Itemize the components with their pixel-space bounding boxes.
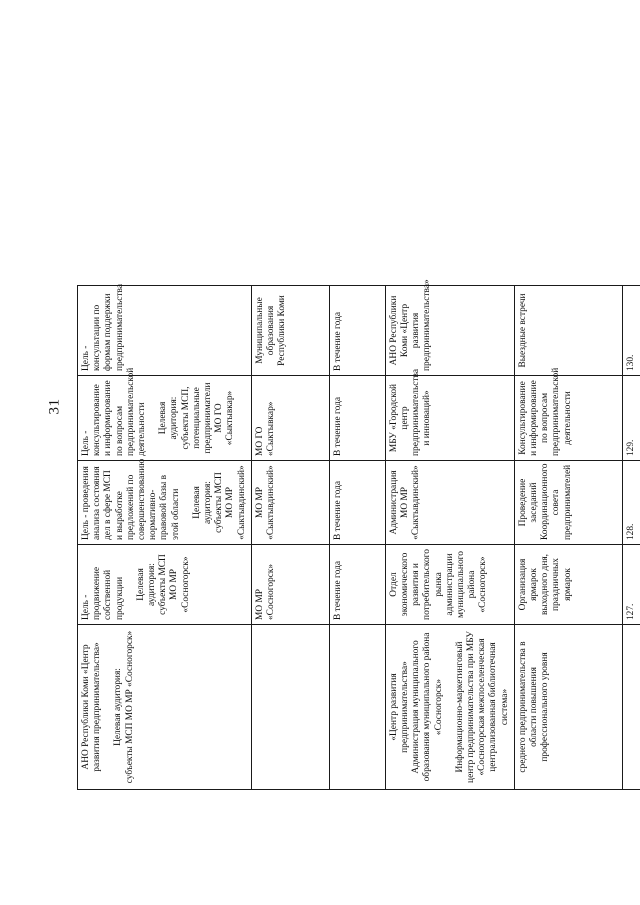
- executor-text: «Центр развития предпринимательства» Администрация муниципального образования муниципального района «Сосногорск»: [388, 632, 444, 782]
- cell-executor: [385, 369, 514, 461]
- cell-num: [622, 376, 640, 461]
- goal-text: Цель - проведения анализа состояния дел в сфере МСП и выработке предложений по совершенствованию нормативно-правовой базы в этой области: [81, 458, 181, 540]
- cell-term: [329, 286, 385, 376]
- events-table: [77, 279, 640, 790]
- cell-name: [514, 461, 622, 545]
- num-text: 128.: [625, 523, 636, 540]
- name-text: среднего предпринимательства в области повышения профессионального уровня: [517, 641, 551, 773]
- executor-text: Информационно-маркетинговый центр предпринимательства при МБУ «Сосногорская межпоселенческая централизованная библиотечная система»: [454, 631, 510, 783]
- goal-text: Цель - консультации по формам поддержки предпринимательства: [81, 284, 125, 371]
- cell-place: [251, 545, 329, 625]
- goal-text: Цель - продвижение собственной продукции: [81, 566, 125, 620]
- executor-text: Администрация МО МР «Сыктывдинский»: [388, 465, 422, 540]
- executor-text: АНО Республики Коми «Центр развития предпринимательства»: [388, 279, 433, 371]
- name-text: Проведение заседаний Координационного совета предпринимателей: [517, 463, 573, 540]
- cell-num: [622, 461, 640, 545]
- cell-executor: [385, 625, 514, 790]
- cell-term: [329, 461, 385, 545]
- num-text: 127.: [625, 603, 636, 620]
- audience-label: Целевая аудитория:: [135, 563, 158, 606]
- num-text: 130.: [625, 354, 636, 371]
- field-row-goal: [78, 286, 252, 790]
- table-frame: [77, 279, 636, 790]
- cell-term: [329, 545, 385, 625]
- audience-label: Целевая аудитория:: [191, 481, 214, 524]
- cell-name: [514, 625, 622, 790]
- term-text: В течение года: [332, 397, 343, 456]
- audience-text: субъекты МСП, потенциальные предприниматели МО ГО «Сыктывкар»: [180, 382, 236, 454]
- field-row-name: [514, 286, 622, 790]
- audience-text: субъекты МСП МО МР «Сыктывдинский»: [214, 465, 247, 540]
- cell-name: [514, 545, 622, 625]
- term-text: В течение года: [332, 312, 343, 371]
- audience-label: Целевая аудитория:: [158, 396, 180, 440]
- page-number: 31: [46, 398, 63, 415]
- audience-text: субъекты МСП МО МР «Сосногорск»: [124, 630, 135, 784]
- cell-name: [514, 286, 622, 376]
- field-row-term: [329, 286, 385, 790]
- audience-label: Целевая аудитория:: [113, 668, 124, 746]
- cell-executor: [385, 279, 514, 376]
- term-text: В течение года: [332, 561, 343, 620]
- cell-term: [329, 625, 385, 790]
- cell-place: [251, 625, 329, 790]
- cell-place: [251, 286, 329, 376]
- audience-text: субъекты МСП МО МР «Сосногорск»: [158, 554, 191, 615]
- place-text: МО МР «Сыктывдинский»: [254, 465, 277, 540]
- goal-text: Цель - консультирование и информирование по вопросам предпринимательской деятельности: [81, 367, 148, 456]
- name-text: Консультирование и информирование по вопросам предпринимательской деятельности: [517, 367, 573, 456]
- cell-num: [622, 286, 640, 376]
- goal-text: АНО Республики Коми «Центр развития предпринимательства»: [81, 642, 103, 772]
- cell-executor: [385, 461, 514, 545]
- place-text: Муниципальные образования Республики Коми: [254, 295, 288, 366]
- field-row-num: [622, 286, 640, 790]
- name-text: Выездные встречи: [517, 293, 528, 368]
- executor-text: Отдел экономического развития и потребительского рынка администрации муниципального района «Сосногорск»: [388, 549, 489, 620]
- cell-goal: [78, 367, 252, 461]
- cell-place: [251, 376, 329, 461]
- cell-term: [329, 376, 385, 461]
- cell-place: [251, 461, 329, 545]
- cell-num: [622, 625, 640, 790]
- name-text: Организация ярмарок выходного дня, праздничных ярмарок: [517, 553, 573, 616]
- cell-name: [514, 367, 622, 461]
- cell-executor: [385, 545, 514, 625]
- place-text: МО МР «Сосногорск»: [254, 563, 277, 620]
- place-text: МО ГО «Сыктывкар»: [254, 401, 277, 456]
- cell-num: [622, 545, 640, 625]
- num-text: 129.: [625, 439, 636, 456]
- field-row-place: [251, 286, 329, 790]
- cell-goal: [78, 286, 252, 376]
- executor-text: МБУ «Городской центр предпринимательства и инноваций»: [388, 369, 433, 456]
- term-text: В течение года: [332, 481, 343, 540]
- field-row-executor: [385, 286, 514, 790]
- cell-goal: [78, 458, 252, 545]
- cell-goal: [78, 545, 252, 625]
- cell-goal: [78, 625, 252, 790]
